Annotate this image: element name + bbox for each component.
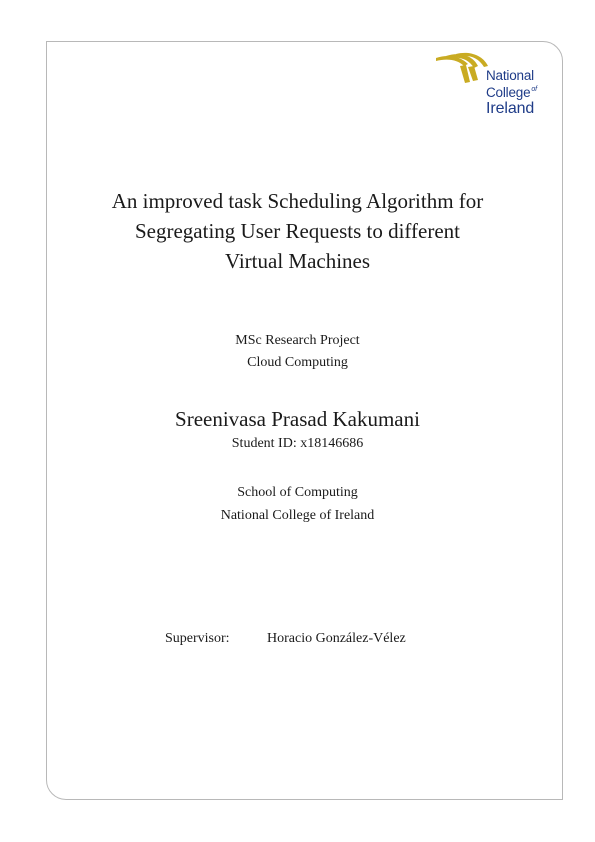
supervisor-name: Horacio González-Vélez <box>267 631 406 646</box>
project-type: MSc Research Project <box>235 333 360 348</box>
college-logo <box>434 52 554 124</box>
supervisor-line <box>165 629 406 649</box>
school-name: School of Computing <box>237 485 358 500</box>
thesis-title-line-3: Virtual Machines <box>224 249 371 273</box>
college-name: National College of Ireland <box>220 508 375 523</box>
thesis-title-line-1: An improved task Scheduling Algorithm for <box>111 189 484 213</box>
college-logo-mark-icon <box>434 52 490 86</box>
programme-name: Cloud Computing <box>247 355 348 370</box>
logo-college-text: College$^{of}$ <box>486 84 537 100</box>
college-logo-text <box>486 69 537 117</box>
supervisor-label: Supervisor: <box>165 631 230 646</box>
student-id: Student ID: x18146686 <box>231 436 364 451</box>
logo-of-text: of <box>531 85 537 93</box>
thesis-title <box>60 186 535 276</box>
logo-ireland-text: Ireland <box>486 100 535 117</box>
thesis-title-line-2: Segregating User Requests to different <box>134 219 461 243</box>
author-name: Sreenivasa Prasad Kakumani <box>175 407 420 431</box>
logo-national-text: National <box>486 68 534 83</box>
